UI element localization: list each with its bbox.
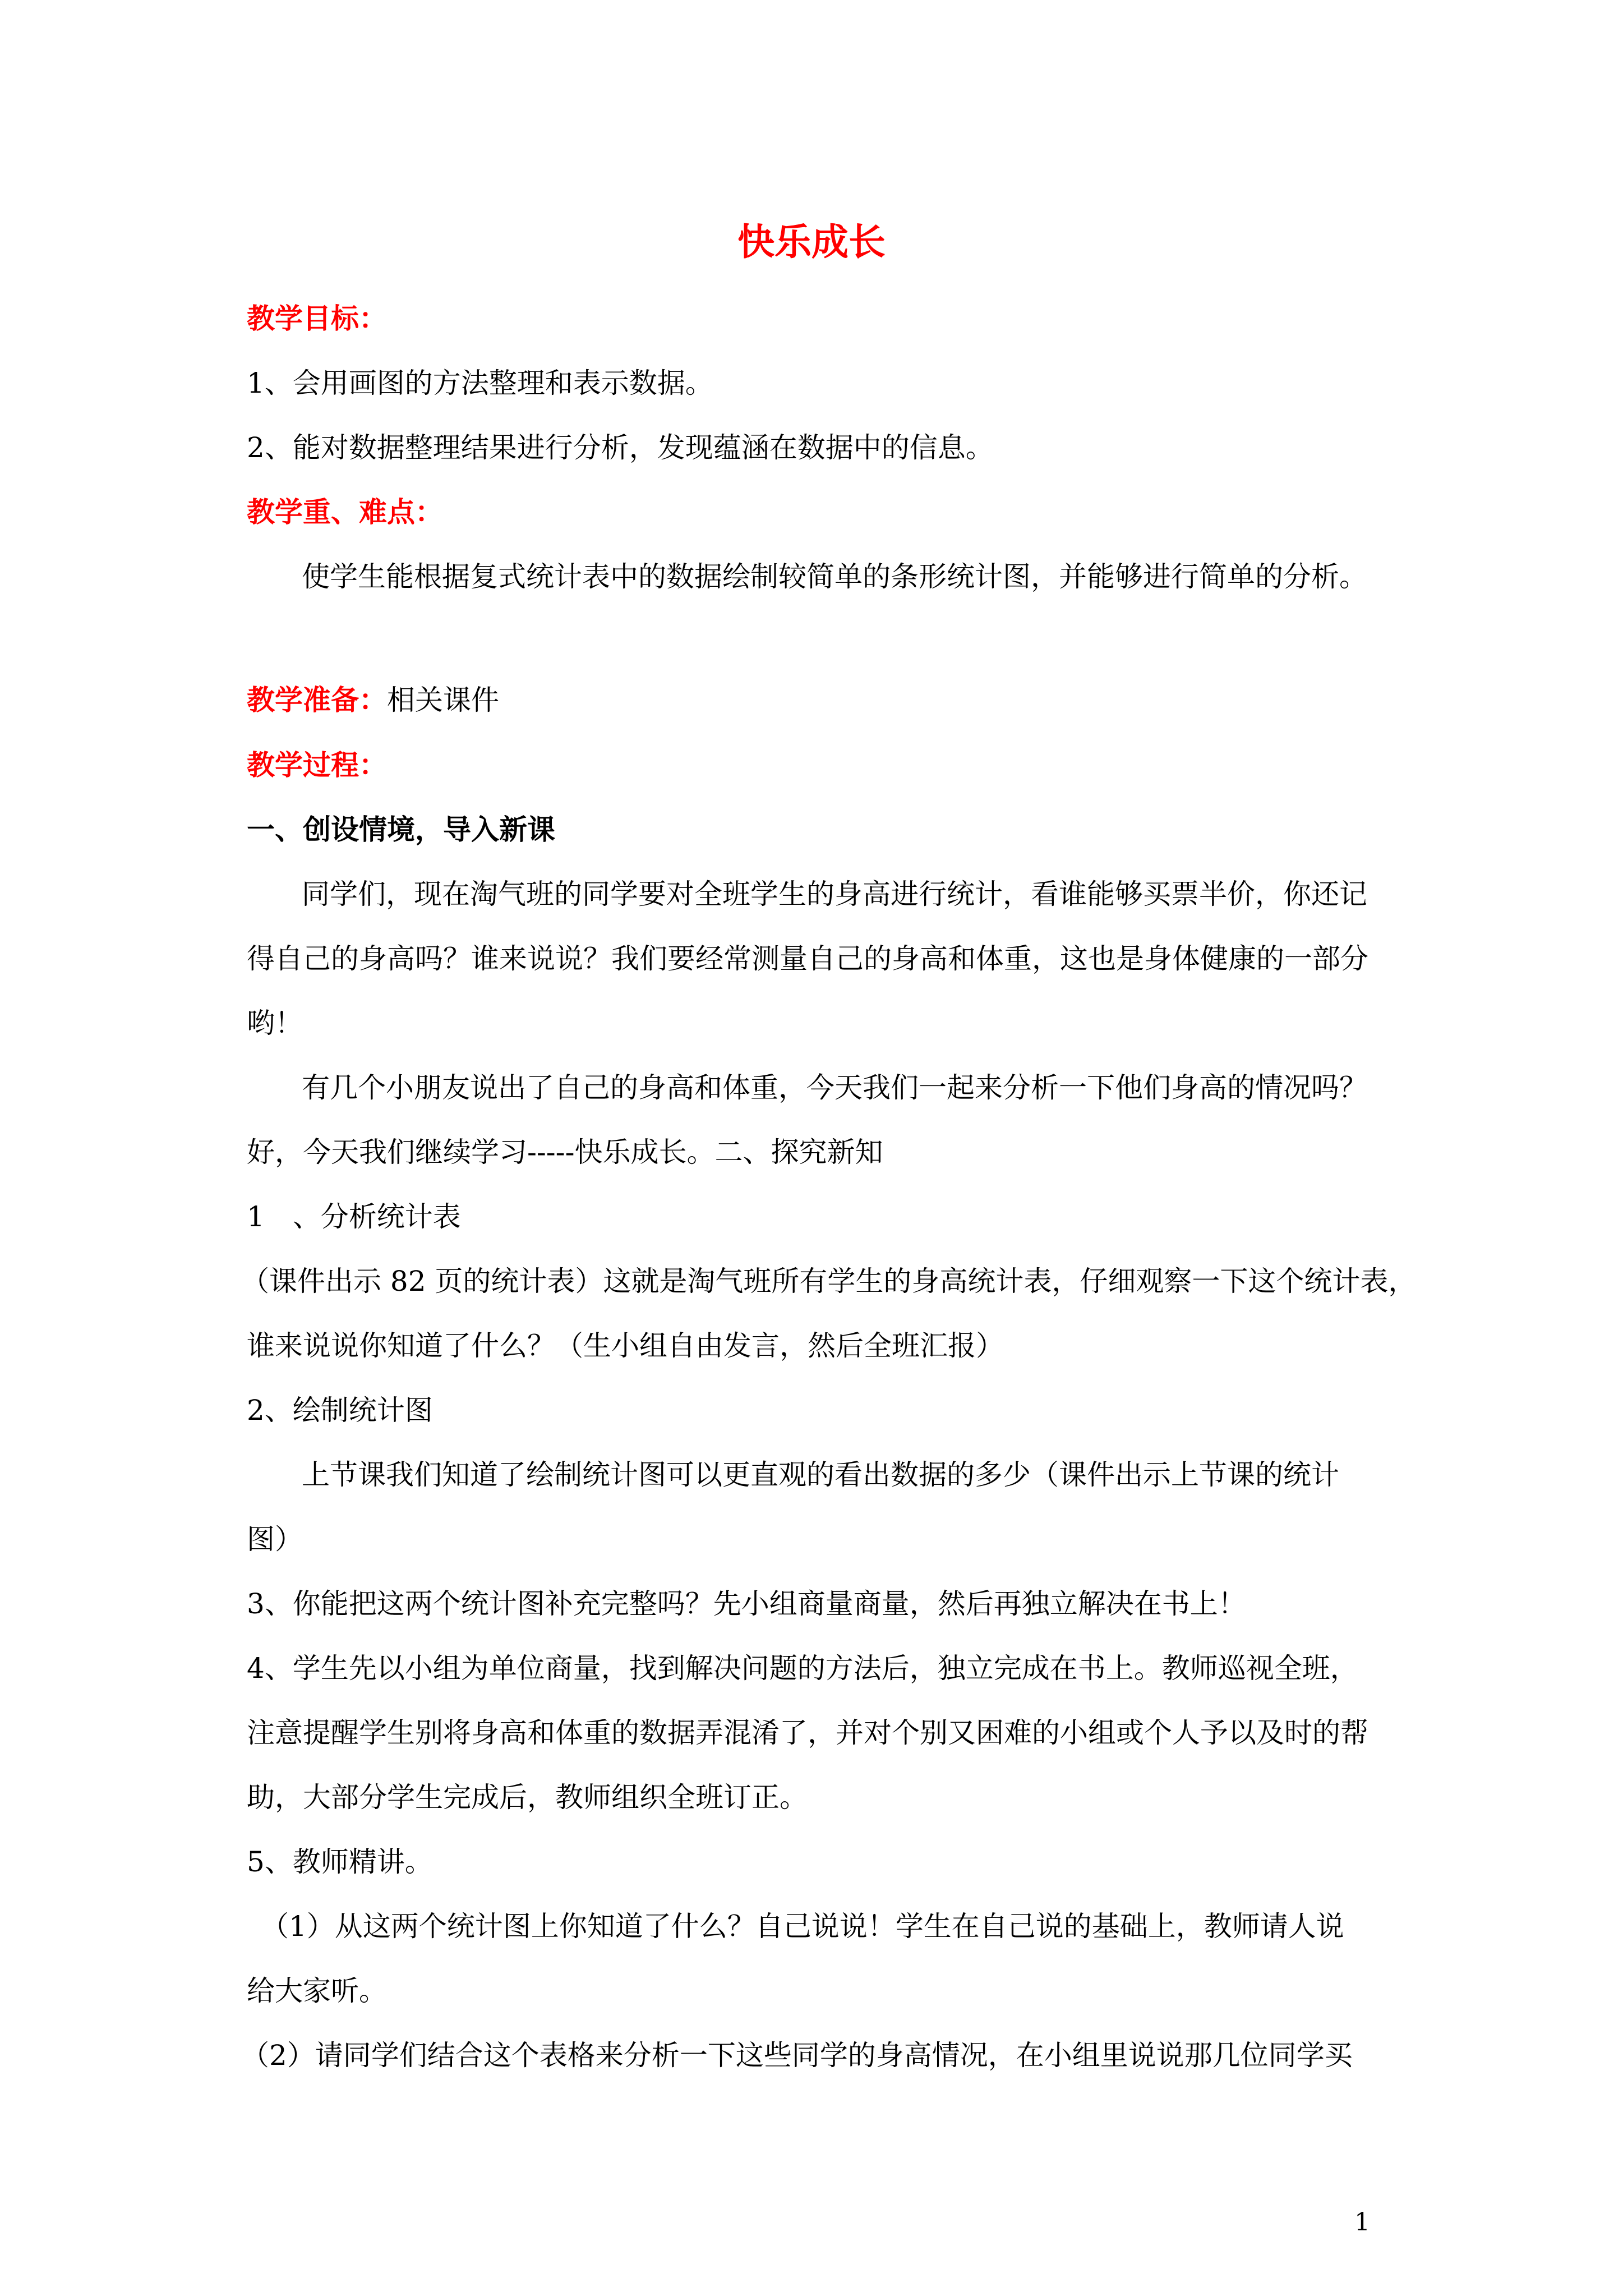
process-heading: 教学过程： [247,748,387,781]
item-3: 3、你能把这两个统计图补充完整吗？先小组商量商量，然后再独立解决在书上！ [247,1588,1246,1620]
item-5-1-line-1: （1）从这两个统计图上你知道了什么？自己说说！学生在自己说的基础上，教师请人说 [261,1910,1344,1943]
item-5-heading: 5、教师精讲。 [247,1846,433,1878]
paragraph-1-line-3: 哟！ [247,1007,303,1039]
paragraph-1-line-1: 同学们，现在淘气班的同学要对全班学生的身高进行统计，看谁能够买票半价，你还记 [302,878,1367,910]
preparation-text: 相关课件 [387,684,499,716]
key-points-heading: 教学重、难点： [247,495,443,528]
item-2-line-1: 上节课我们知道了绘制统计图可以更直观的看出数据的多少（课件出示上节课的统计 [302,1458,1339,1491]
item-4-line-2: 注意提醒学生别将身高和体重的数据弄混淆了，并对个别又困难的小组或个人予以及时的帮 [247,1717,1368,1749]
paragraph-2-line-2: 好，今天我们继续学习-----快乐成长。二、探究新知 [247,1136,883,1168]
item-4-line-3: 助，大部分学生完成后，教师组织全班订正。 [247,1781,808,1814]
item-5-1-line-2: 给大家听。 [247,1975,387,2007]
key-points-text: 使学生能根据复式统计表中的数据绘制较简单的条形统计图，并能够进行简单的分析。 [302,560,1367,593]
item-1-line-2: 谁来说说你知道了什么？（生小组自由发言，然后全班汇报） [247,1329,1004,1362]
goals-heading: 教学目标： [247,302,387,335]
item-4-line-1: 4、学生先以小组为单位商量，找到解决问题的方法后，独立完成在书上。教师巡视全班， [247,1652,1358,1685]
item-1-line-1: （课件出示 82 页的统计表）这就是淘气班所有学生的身高统计表，仔细观察一下这个统计表， [241,1265,1417,1297]
goal-1: 1、会用画图的方法整理和表示数据。 [247,367,713,399]
paragraph-1-line-2: 得自己的身高吗？谁来说说？我们要经常测量自己的身高和体重，这也是身体健康的一部分 [247,942,1368,975]
preparation-heading: 教学准备： [247,683,387,716]
page-number: 1 [1354,2208,1370,2237]
item-2-line-2: 图） [247,1523,303,1556]
preparation-line [247,680,1391,720]
item-1-heading: 1 、分析统计表 [247,1200,461,1233]
paragraph-2-line-1: 有几个小朋友说出了自己的身高和体重，今天我们一起来分析一下他们身高的情况吗？ [302,1071,1367,1104]
document-title: 快乐成长 [737,220,886,264]
section-1-heading: 一、创设情境，导入新课 [247,813,555,846]
goal-2: 2、能对数据整理结果进行分析，发现蕴涵在数据中的信息。 [247,431,994,464]
item-5-2-line-1: （2）请同学们结合这个表格来分析一下这些同学的身高情况，在小组里说说那几位同学买 [241,2039,1353,2072]
item-2-heading: 2、绘制统计图 [247,1394,433,1427]
